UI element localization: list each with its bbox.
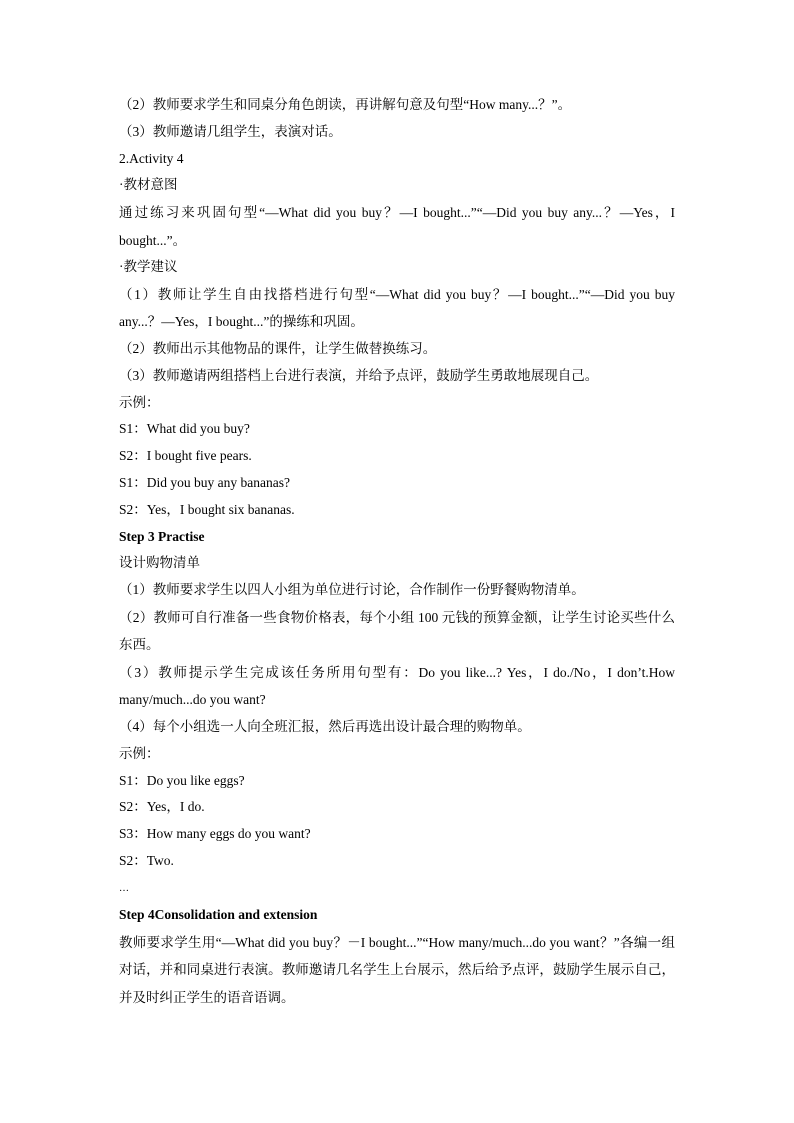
paragraph-consolidation: 教师要求学生用“—What did you buy？－I bought...”“How many/much...do you want？”各编一组对话，并和同桌进行表演。教师邀请几名学生上台展示，然后给予点评，鼓励学生展示自己，并及时纠正学生的语音语调。 <box>119 934 675 1005</box>
dialogue-line: S2：Two. <box>119 852 174 868</box>
dialogue-line: S2：Yes，I do. <box>119 799 205 815</box>
dialogue-line: S1：Do you like eggs? <box>119 772 245 788</box>
subheading-teaching-suggestions: ·教学建议 <box>119 259 178 275</box>
paragraph-suggestion-1: （1）教师让学生自由找搭档进行句型“—What did you buy？—I bought...”“—Did you buy any...？—Yes，I bought...”的操练和巩固。 <box>119 286 675 330</box>
ellipsis: … <box>119 882 130 894</box>
heading-activity-4: 2.Activity 4 <box>119 150 184 166</box>
paragraph-practise-4: （4）每个小组选一人向全班汇报，然后再选出设计最合理的购物单。 <box>119 718 531 734</box>
paragraph-practise-2: （2）教师可自行准备一些食物价格表，每个小组 100 元钱的预算金额，让学生讨论买些什么东西。 <box>119 609 675 653</box>
dialogue-line: S1：What did you buy? <box>119 421 250 437</box>
paragraph-suggestion-2: （2）教师出示其他物品的课件，让学生做替换练习。 <box>119 340 437 356</box>
paragraph-textbook-intent: 通过练习来巩固句型“—What did you buy？—I bought...”“—Did you buy any...？—Yes，I bought...”。 <box>119 205 675 248</box>
example-label: 示例： <box>119 745 160 761</box>
subheading-textbook-intent: ·教材意图 <box>119 177 178 193</box>
paragraph-practise-1: （1）教师要求学生以四人小组为单位进行讨论，合作制作一份野餐购物清单。 <box>119 582 585 598</box>
heading-step-4: Step 4Consolidation and extension <box>119 906 318 922</box>
example-label: 示例： <box>119 394 160 410</box>
dialogue-line: S2：I bought five pears. <box>119 448 252 464</box>
subheading-shopping-list: 设计购物清单 <box>119 555 200 571</box>
heading-step-3: Step 3 Practise <box>119 528 205 544</box>
dialogue-line: S1：Did you buy any bananas? <box>119 474 290 490</box>
paragraph-suggestion-3: （3）教师邀请两组搭档上台进行表演，并给予点评，鼓励学生勇敢地展现自己。 <box>119 367 599 383</box>
paragraph-activity3-step3: （3）教师邀请几组学生，表演对话。 <box>119 123 342 139</box>
document-body <box>119 92 675 1011</box>
paragraph-practise-3: （3）教师提示学生完成该任务所用句型有：Do you like...? Yes，I do./No，I don’t.How many/much...do you want? <box>119 664 675 708</box>
dialogue-line: S2：Yes，I bought six bananas. <box>119 501 295 517</box>
paragraph-activity3-step2: （2）教师要求学生和同桌分角色朗读，再讲解句意及句型“How many...？”。 <box>119 97 572 112</box>
dialogue-line: S3：How many eggs do you want? <box>119 826 311 842</box>
